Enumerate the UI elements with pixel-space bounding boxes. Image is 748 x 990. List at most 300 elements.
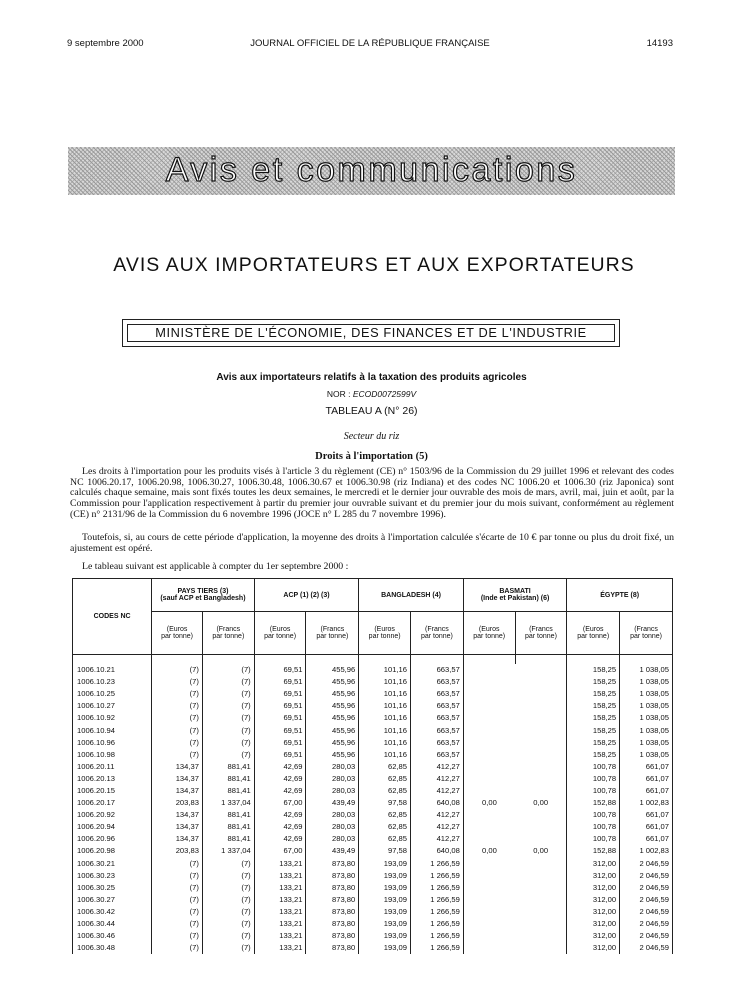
cell-egypte-francs: 1 038,05 — [620, 688, 673, 700]
cell-basmati-francs — [515, 906, 567, 918]
cell-basmati-euros — [463, 821, 515, 833]
cell-acp-euros: 42,69 — [254, 773, 306, 785]
cell-egypte-francs: 661,07 — [620, 821, 673, 833]
cell-egypte-francs: 1 038,05 — [620, 737, 673, 749]
cell-basmati-francs: 0,00 — [515, 845, 567, 857]
cell-egypte-euros: 158,25 — [567, 700, 620, 712]
cell-bangladesh-euros: 97,58 — [359, 797, 411, 809]
cell-pays-tiers-euros: (7) — [152, 676, 203, 688]
cell-code: 1006.20.98 — [73, 845, 152, 857]
group-header-basmati: BASMATI (Inde et Pakistan) (6) — [463, 579, 567, 612]
cell-bangladesh-euros: 193,09 — [359, 870, 411, 882]
cell-egypte-euros: 100,78 — [567, 761, 620, 773]
cell-code: 1006.30.48 — [73, 942, 152, 954]
cell-bangladesh-euros: 101,16 — [359, 724, 411, 736]
cell-acp-francs: 280,03 — [306, 785, 359, 797]
cell-pays-tiers-euros: (7) — [152, 906, 203, 918]
table-row — [73, 773, 673, 785]
cell-acp-francs: 455,96 — [306, 676, 359, 688]
cell-basmati-euros: 0,00 — [463, 845, 515, 857]
cell-basmati-euros — [463, 906, 515, 918]
cell-bangladesh-euros: 193,09 — [359, 882, 411, 894]
cell-basmati-euros — [463, 809, 515, 821]
cell-basmati-euros: 0,00 — [463, 797, 515, 809]
cell-basmati-francs — [515, 894, 567, 906]
cell-acp-euros: 133,21 — [254, 894, 306, 906]
cell-pays-tiers-euros: (7) — [152, 918, 203, 930]
table-row — [73, 797, 673, 809]
cell-egypte-euros: 312,00 — [567, 882, 620, 894]
journal-title: JOURNAL OFFICIEL DE LA RÉPUBLIQUE FRANÇAISE — [250, 38, 490, 49]
cell-code: 1006.20.11 — [73, 761, 152, 773]
cell-basmati-euros — [463, 870, 515, 882]
cell-bangladesh-euros: 62,85 — [359, 773, 411, 785]
table-number: TABLEAU A (N° 26) — [325, 405, 418, 417]
table-row — [73, 870, 673, 882]
cell-pays-tiers-euros: 134,37 — [152, 785, 203, 797]
cell-bangladesh-francs: 412,27 — [411, 833, 464, 845]
cell-bangladesh-euros: 193,09 — [359, 906, 411, 918]
cell-bangladesh-francs: 663,57 — [411, 749, 464, 761]
cell-code: 1006.10.98 — [73, 749, 152, 761]
cell-bangladesh-francs: 1 266,59 — [411, 906, 464, 918]
cell-basmati-euros — [463, 749, 515, 761]
notice-title: Avis aux importateurs relatifs à la taxation des produits agricoles — [216, 372, 527, 383]
cell-code: 1006.20.15 — [73, 785, 152, 797]
cell-bangladesh-francs: 412,27 — [411, 809, 464, 821]
cell-pays-tiers-euros: 134,37 — [152, 821, 203, 833]
cell-basmati-francs — [515, 688, 567, 700]
table-row — [73, 712, 673, 724]
cell-basmati-francs — [515, 737, 567, 749]
cell-acp-euros: 42,69 — [254, 809, 306, 821]
cell-bangladesh-euros: 62,85 — [359, 761, 411, 773]
cell-egypte-euros: 152,88 — [567, 797, 620, 809]
cell-pays-tiers-euros: 134,37 — [152, 809, 203, 821]
group-header-egypte: ÉGYPTE (8) — [567, 579, 673, 612]
cell-code: 1006.10.23 — [73, 676, 152, 688]
table-group-header — [73, 579, 673, 612]
cell-acp-euros: 69,51 — [254, 712, 306, 724]
page-number: 14193 — [646, 38, 673, 49]
cell-bangladesh-euros: 101,16 — [359, 700, 411, 712]
cell-bangladesh-francs: 663,57 — [411, 724, 464, 736]
cell-acp-euros: 69,51 — [254, 664, 306, 676]
cell-pays-tiers-francs: (7) — [202, 664, 254, 676]
cell-code: 1006.20.13 — [73, 773, 152, 785]
cell-acp-francs: 280,03 — [306, 761, 359, 773]
cell-code: 1006.30.21 — [73, 858, 152, 870]
cell-basmati-francs — [515, 809, 567, 821]
cell-basmati-euros — [463, 761, 515, 773]
table-row — [73, 918, 673, 930]
cell-pays-tiers-francs: (7) — [202, 870, 254, 882]
cell-acp-euros: 69,51 — [254, 688, 306, 700]
cell-egypte-francs: 2 046,59 — [620, 930, 673, 942]
cell-basmati-francs — [515, 724, 567, 736]
cell-code: 1006.30.46 — [73, 930, 152, 942]
unit-francs: (Francs par tonne) — [202, 612, 254, 655]
cell-egypte-euros: 158,25 — [567, 737, 620, 749]
cell-pays-tiers-euros: 134,37 — [152, 833, 203, 845]
cell-acp-euros: 42,69 — [254, 785, 306, 797]
sector-label: Secteur du riz — [343, 431, 400, 442]
paragraph-3: Le tableau suivant est applicable à compter du 1er septembre 2000 : — [82, 561, 349, 572]
cell-acp-euros: 69,51 — [254, 676, 306, 688]
table-row — [73, 930, 673, 942]
table-row — [73, 700, 673, 712]
cell-pays-tiers-francs: (7) — [202, 882, 254, 894]
table-row — [73, 809, 673, 821]
cell-egypte-euros: 100,78 — [567, 785, 620, 797]
nor-reference — [68, 389, 675, 399]
cell-egypte-francs: 661,07 — [620, 809, 673, 821]
cell-egypte-euros: 158,25 — [567, 688, 620, 700]
nor-label: NOR : — [326, 389, 351, 399]
cell-egypte-francs: 2 046,59 — [620, 870, 673, 882]
cell-egypte-euros: 312,00 — [567, 918, 620, 930]
cell-egypte-francs: 661,07 — [620, 773, 673, 785]
cell-code: 1006.30.25 — [73, 882, 152, 894]
cell-egypte-francs: 1 038,05 — [620, 712, 673, 724]
cell-code: 1006.20.96 — [73, 833, 152, 845]
cell-bangladesh-francs: 412,27 — [411, 761, 464, 773]
cell-basmati-francs — [515, 664, 567, 676]
cell-egypte-francs: 1 038,05 — [620, 700, 673, 712]
cell-basmati-francs — [515, 785, 567, 797]
cell-basmati-euros — [463, 700, 515, 712]
cell-pays-tiers-euros: (7) — [152, 724, 203, 736]
cell-basmati-euros — [463, 688, 515, 700]
cell-egypte-francs: 1 002,83 — [620, 845, 673, 857]
unit-francs: (Francs par tonne) — [411, 612, 464, 655]
cell-basmati-francs — [515, 749, 567, 761]
cell-acp-euros: 69,51 — [254, 749, 306, 761]
cell-basmati-euros — [463, 894, 515, 906]
cell-basmati-francs — [515, 870, 567, 882]
cell-basmati-euros — [463, 773, 515, 785]
cell-bangladesh-francs: 412,27 — [411, 773, 464, 785]
cell-basmati-francs — [515, 833, 567, 845]
cell-bangladesh-euros: 101,16 — [359, 664, 411, 676]
cell-acp-francs: 873,80 — [306, 906, 359, 918]
cell-bangladesh-francs: 1 266,59 — [411, 942, 464, 954]
cell-pays-tiers-francs: (7) — [202, 918, 254, 930]
cell-acp-euros: 133,21 — [254, 906, 306, 918]
cell-acp-euros: 42,69 — [254, 833, 306, 845]
cell-bangladesh-francs: 1 266,59 — [411, 930, 464, 942]
running-header — [67, 38, 673, 52]
cell-bangladesh-francs: 1 266,59 — [411, 870, 464, 882]
cell-egypte-francs: 2 046,59 — [620, 882, 673, 894]
section-title: AVIS AUX IMPORTATEURS ET AUX EXPORTATEURS — [113, 254, 635, 276]
cell-bangladesh-euros: 62,85 — [359, 833, 411, 845]
import-duties-heading: Droits à l'importation (5) — [315, 451, 428, 462]
cell-bangladesh-francs: 663,57 — [411, 676, 464, 688]
cell-pays-tiers-francs: 881,41 — [202, 761, 254, 773]
cell-egypte-francs: 1 038,05 — [620, 749, 673, 761]
unit-euros: (Euros par tonne) — [463, 612, 515, 655]
cell-basmati-euros — [463, 737, 515, 749]
cell-pays-tiers-euros: (7) — [152, 942, 203, 954]
ministry-name: MINISTÈRE DE L'ÉCONOMIE, DES FINANCES ET DE L'INDUSTRIE — [127, 324, 615, 342]
cell-egypte-euros: 312,00 — [567, 906, 620, 918]
table-body — [73, 655, 673, 955]
cell-acp-francs: 455,96 — [306, 700, 359, 712]
cell-acp-francs: 280,03 — [306, 821, 359, 833]
table-row — [73, 882, 673, 894]
cell-pays-tiers-francs: 1 337,04 — [202, 845, 254, 857]
cell-basmati-francs — [515, 700, 567, 712]
cell-bangladesh-francs: 1 266,59 — [411, 918, 464, 930]
table-row — [73, 858, 673, 870]
cell-pays-tiers-euros: (7) — [152, 688, 203, 700]
cell-pays-tiers-euros: (7) — [152, 737, 203, 749]
unit-euros: (Euros par tonne) — [567, 612, 620, 655]
cell-bangladesh-euros: 62,85 — [359, 785, 411, 797]
cell-acp-euros: 67,00 — [254, 797, 306, 809]
cell-bangladesh-francs: 663,57 — [411, 712, 464, 724]
cell-acp-euros: 133,21 — [254, 930, 306, 942]
cell-basmati-euros — [463, 918, 515, 930]
cell-acp-francs: 873,80 — [306, 894, 359, 906]
unit-francs: (Francs par tonne) — [306, 612, 359, 655]
cell-basmati-francs: 0,00 — [515, 797, 567, 809]
table-row — [73, 761, 673, 773]
cell-pays-tiers-francs: (7) — [202, 676, 254, 688]
cell-code: 1006.30.23 — [73, 870, 152, 882]
cell-code: 1006.20.92 — [73, 809, 152, 821]
cell-egypte-euros: 158,25 — [567, 676, 620, 688]
table-row — [73, 737, 673, 749]
cell-bangladesh-francs: 1 266,59 — [411, 882, 464, 894]
cell-acp-euros: 133,21 — [254, 882, 306, 894]
cell-egypte-euros: 100,78 — [567, 809, 620, 821]
cell-pays-tiers-francs: (7) — [202, 906, 254, 918]
cell-basmati-francs — [515, 942, 567, 954]
cell-code: 1006.10.27 — [73, 700, 152, 712]
cell-bangladesh-euros: 193,09 — [359, 942, 411, 954]
cell-pays-tiers-euros: (7) — [152, 664, 203, 676]
cell-egypte-euros: 100,78 — [567, 833, 620, 845]
table-row — [73, 942, 673, 954]
codes-nc-header: CODES NC — [73, 579, 152, 655]
cell-pays-tiers-francs: 1 337,04 — [202, 797, 254, 809]
cell-bangladesh-francs: 412,27 — [411, 821, 464, 833]
cell-acp-francs: 455,96 — [306, 724, 359, 736]
cell-acp-euros: 133,21 — [254, 858, 306, 870]
cell-egypte-euros: 152,88 — [567, 845, 620, 857]
cell-acp-francs: 455,96 — [306, 712, 359, 724]
cell-code: 1006.10.21 — [73, 664, 152, 676]
unit-euros: (Euros par tonne) — [359, 612, 411, 655]
table-row — [73, 688, 673, 700]
cell-acp-francs: 439,49 — [306, 797, 359, 809]
cell-acp-francs: 873,80 — [306, 918, 359, 930]
header-spacer-row — [73, 655, 673, 665]
cell-egypte-francs: 661,07 — [620, 761, 673, 773]
cell-pays-tiers-francs: (7) — [202, 749, 254, 761]
cell-pays-tiers-francs: (7) — [202, 737, 254, 749]
cell-egypte-francs: 661,07 — [620, 833, 673, 845]
group-header-pays-tiers: PAYS TIERS (3) (sauf ACP et Bangladesh) — [152, 579, 255, 612]
cell-bangladesh-francs: 663,57 — [411, 700, 464, 712]
cell-bangladesh-euros: 97,58 — [359, 845, 411, 857]
cell-egypte-euros: 312,00 — [567, 930, 620, 942]
banner-title: Avis et communications — [165, 151, 578, 189]
cell-pays-tiers-francs: (7) — [202, 712, 254, 724]
cell-basmati-francs — [515, 676, 567, 688]
cell-egypte-euros: 158,25 — [567, 664, 620, 676]
cell-pays-tiers-francs: 881,41 — [202, 809, 254, 821]
cell-egypte-euros: 312,00 — [567, 858, 620, 870]
cell-code: 1006.10.94 — [73, 724, 152, 736]
cell-egypte-euros: 158,25 — [567, 749, 620, 761]
cell-egypte-euros: 312,00 — [567, 942, 620, 954]
cell-acp-euros: 69,51 — [254, 724, 306, 736]
cell-pays-tiers-euros: 134,37 — [152, 761, 203, 773]
cell-bangladesh-francs: 640,08 — [411, 845, 464, 857]
cell-pays-tiers-euros: (7) — [152, 882, 203, 894]
table-unit-header — [73, 612, 673, 655]
cell-basmati-euros — [463, 676, 515, 688]
cell-pays-tiers-euros: 203,83 — [152, 845, 203, 857]
cell-code: 1006.10.92 — [73, 712, 152, 724]
cell-basmati-euros — [463, 664, 515, 676]
cell-basmati-euros — [463, 785, 515, 797]
unit-francs: (Francs par tonne) — [515, 612, 567, 655]
cell-pays-tiers-euros: (7) — [152, 712, 203, 724]
cell-pays-tiers-francs: (7) — [202, 688, 254, 700]
cell-acp-francs: 455,96 — [306, 737, 359, 749]
cell-pays-tiers-francs: (7) — [202, 858, 254, 870]
cell-code: 1006.20.94 — [73, 821, 152, 833]
cell-acp-francs: 280,03 — [306, 809, 359, 821]
nor-code: ECOD0072599V — [352, 389, 417, 399]
cell-egypte-francs: 2 046,59 — [620, 918, 673, 930]
cell-pays-tiers-euros: (7) — [152, 870, 203, 882]
cell-acp-francs: 873,80 — [306, 858, 359, 870]
cell-bangladesh-euros: 62,85 — [359, 821, 411, 833]
cell-basmati-euros — [463, 712, 515, 724]
cell-pays-tiers-francs: (7) — [202, 700, 254, 712]
cell-bangladesh-francs: 1 266,59 — [411, 858, 464, 870]
cell-bangladesh-euros: 62,85 — [359, 809, 411, 821]
cell-basmati-francs — [515, 821, 567, 833]
cell-basmati-euros — [463, 930, 515, 942]
paragraph-2: Toutefois, si, au cours de cette période d'application, la moyenne des droits à l'importation calculée s'écarte de 10 € par tonne ou plus du droit fixé, un ajustement est opéré. — [70, 532, 674, 554]
cell-basmati-francs — [515, 930, 567, 942]
table-row — [73, 749, 673, 761]
cell-bangladesh-euros: 193,09 — [359, 918, 411, 930]
cell-bangladesh-euros: 101,16 — [359, 712, 411, 724]
cell-bangladesh-francs: 663,57 — [411, 737, 464, 749]
cell-pays-tiers-francs: 881,41 — [202, 773, 254, 785]
cell-basmati-francs — [515, 882, 567, 894]
cell-egypte-francs: 1 038,05 — [620, 664, 673, 676]
cell-bangladesh-euros: 101,16 — [359, 676, 411, 688]
table-row — [73, 845, 673, 857]
cell-basmati-francs — [515, 858, 567, 870]
issue-date: 9 septembre 2000 — [67, 38, 144, 49]
cell-code: 1006.20.17 — [73, 797, 152, 809]
cell-acp-francs: 873,80 — [306, 870, 359, 882]
cell-egypte-francs: 2 046,59 — [620, 894, 673, 906]
table-row — [73, 676, 673, 688]
cell-basmati-francs — [515, 761, 567, 773]
cell-egypte-euros: 158,25 — [567, 724, 620, 736]
cell-egypte-francs: 1 002,83 — [620, 797, 673, 809]
table-row — [73, 724, 673, 736]
group-header-bangladesh: BANGLADESH (4) — [359, 579, 464, 612]
cell-bangladesh-francs: 640,08 — [411, 797, 464, 809]
cell-code: 1006.30.27 — [73, 894, 152, 906]
cell-acp-francs: 280,03 — [306, 773, 359, 785]
cell-pays-tiers-francs: (7) — [202, 894, 254, 906]
cell-bangladesh-euros: 101,16 — [359, 688, 411, 700]
cell-acp-euros: 133,21 — [254, 942, 306, 954]
cell-pays-tiers-euros: 203,83 — [152, 797, 203, 809]
cell-basmati-euros — [463, 882, 515, 894]
cell-acp-euros: 69,51 — [254, 700, 306, 712]
cell-pays-tiers-francs: 881,41 — [202, 833, 254, 845]
cell-egypte-francs: 2 046,59 — [620, 906, 673, 918]
section-banner — [68, 147, 675, 195]
cell-code: 1006.10.96 — [73, 737, 152, 749]
table-row — [73, 664, 673, 676]
cell-egypte-francs: 1 038,05 — [620, 676, 673, 688]
cell-basmati-euros — [463, 833, 515, 845]
table-row — [73, 785, 673, 797]
table-row — [73, 906, 673, 918]
cell-acp-francs: 455,96 — [306, 688, 359, 700]
unit-francs: (Francs par tonne) — [620, 612, 673, 655]
cell-pays-tiers-francs: (7) — [202, 930, 254, 942]
cell-egypte-euros: 312,00 — [567, 870, 620, 882]
cell-acp-euros: 42,69 — [254, 761, 306, 773]
cell-acp-euros: 133,21 — [254, 918, 306, 930]
cell-egypte-francs: 2 046,59 — [620, 858, 673, 870]
cell-basmati-euros — [463, 724, 515, 736]
cell-egypte-euros: 312,00 — [567, 894, 620, 906]
cell-pays-tiers-francs: 881,41 — [202, 821, 254, 833]
cell-bangladesh-euros: 193,09 — [359, 930, 411, 942]
table-row — [73, 894, 673, 906]
rice-duties-table — [72, 578, 673, 954]
cell-bangladesh-francs: 663,57 — [411, 688, 464, 700]
cell-acp-euros: 69,51 — [254, 737, 306, 749]
cell-egypte-francs: 1 038,05 — [620, 724, 673, 736]
cell-egypte-francs: 2 046,59 — [620, 942, 673, 954]
cell-pays-tiers-francs: (7) — [202, 724, 254, 736]
ministry-box — [122, 319, 620, 347]
cell-bangladesh-euros: 193,09 — [359, 894, 411, 906]
cell-acp-francs: 873,80 — [306, 882, 359, 894]
paragraph-1: Les droits à l'importation pour les produits visés à l'article 3 du règlement (CE) n° 1503/96 de la Commission du 29 juillet 1996 et relevant des codes NC 1006.20.17, 1006.20.98, 1006.30.27, 1006.30.48, 1006.30.67 et 1006.30.98 (riz Indiana) et des codes NC 1006.20 et 1006.30 (riz Japonica) sont calculés chaque semaine, mais sont fixés toutes les deux semaines, le mercredi et le dernier jour ouvrable des mois de mars, avril, mai, juin et août, par la Commission pour l'application respectivement à partir du premier jour ouvrable suivant et du premier jour du mois suivant, conformément au règlement (CE) n° 2131/96 de la Commission du 6 novembre 1996 (JOCE n° L 285 du 7 novembre 1996). — [70, 466, 674, 520]
cell-pays-tiers-francs: 881,41 — [202, 785, 254, 797]
cell-acp-francs: 873,80 — [306, 942, 359, 954]
cell-bangladesh-francs: 1 266,59 — [411, 894, 464, 906]
cell-basmati-euros — [463, 942, 515, 954]
cell-bangladesh-euros: 193,09 — [359, 858, 411, 870]
cell-bangladesh-francs: 663,57 — [411, 664, 464, 676]
cell-pays-tiers-euros: (7) — [152, 749, 203, 761]
cell-pays-tiers-francs: (7) — [202, 942, 254, 954]
cell-egypte-francs: 661,07 — [620, 785, 673, 797]
cell-pays-tiers-euros: 134,37 — [152, 773, 203, 785]
cell-acp-francs: 439,49 — [306, 845, 359, 857]
cell-bangladesh-euros: 101,16 — [359, 749, 411, 761]
